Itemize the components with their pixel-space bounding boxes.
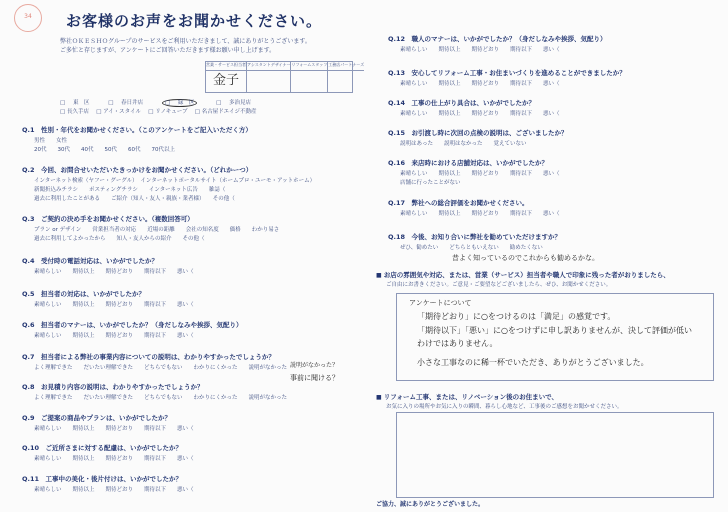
staff-table <box>205 61 365 93</box>
answer-options[interactable]: 素晴らしい 期待以上 期待どおり 期待以下 悪い（ <box>400 47 560 53</box>
question-title: Q.18 今後、お知り合いに弊社を勧めていただけますか？ <box>388 233 562 241</box>
comment-prompt-1: ■ お店の雰囲気や対応、または、営業（サービス）担当者や職人で印象に残った者がおりましたら、 <box>376 270 670 279</box>
question-title: Q.8 お見積り内容の説明は、わかりやすかったでしょうか？ <box>22 383 204 391</box>
answer-options[interactable]: 素晴らしい 期待以上 期待どおり 期待以下 悪い（ <box>400 111 560 117</box>
answer-options[interactable]: インターネット検索（ヤフー・グーグル） インターネットポータルサイト（ホームプロ・ユーモ・アットホーム） <box>34 178 316 184</box>
question-title: Q.7 担当者による弊社の事業内容についての説明は、わかりやすかったでしょうか？ <box>22 353 275 361</box>
answer-options[interactable]: 男性 女性 <box>34 138 68 144</box>
question-title: Q.5 担当者の対応は、いかがでしたか？ <box>22 290 146 298</box>
area-option[interactable]: □ 多治見店 <box>216 100 252 106</box>
answer-options[interactable]: 新聞折込みチラシ ポスティングチラシ インターネット広告 雑誌（ <box>34 187 226 193</box>
page-title: お客様のお声をお聞かせください。 <box>66 12 323 30</box>
area-option[interactable]: □ 長久手店 <box>60 109 89 115</box>
answer-options[interactable]: 素晴らしい 期待以上 期待どおり 期待以下 悪い（ <box>34 333 194 339</box>
comment-line: 小さな工事なのに稀一杯でいただき、ありがとうございました。 <box>417 358 649 367</box>
staff-header: アシスタントデザイナー <box>247 62 291 71</box>
answer-options[interactable]: 20代 30代 40代 50代 60代 70代以上 <box>34 147 175 153</box>
comment-prompt-2b: お気に入りの場所やお気に入りの瞬間、暮らし心地など、工事後のご感想をお聞かせください。 <box>386 404 623 410</box>
stamp-mark: 34 <box>14 4 42 32</box>
question-title: Q.15 お引渡し時に次回の点検の説明は、ございましたか？ <box>388 129 568 137</box>
area-row-1 <box>60 98 251 106</box>
comment-box-2[interactable] <box>396 412 714 498</box>
question-title: Q.16 来店時における店舗対応は、いかがでしたか？ <box>388 159 549 167</box>
intro-line-2: ご多忙と存じますが、アンケートにご回答いただきます様お願い申し上げます。 <box>60 47 276 54</box>
answer-options[interactable]: プラン or デザイン 営業担当者の対応 近場の距離 会社の知名度 価格 わかり易さ <box>34 227 280 233</box>
comment-line: アンケートについて <box>409 299 472 307</box>
area-option-selected[interactable]: □ 緑 区 <box>162 99 197 107</box>
area-option[interactable]: □ 春日井店 <box>108 100 144 106</box>
question-title: Q.3 ご契約の決め手をお聞かせください。（複数回答可） <box>22 215 194 223</box>
answer-options[interactable]: 店舗に行ったことがない <box>400 180 461 186</box>
comment-line: 「期待以下」「悪い」に○をつけずに申し訳ありませんが、決して評価が低い <box>417 326 692 335</box>
answer-options[interactable]: よく理解できた だいたい理解できた どちらでもない わかりにくかった 説明がなかった <box>34 395 287 401</box>
comment-line: 「期待どおり」に○をつけるのは「満足」の感覚です。 <box>417 312 616 321</box>
staff-header: 営業・サービス担当者 <box>206 62 247 71</box>
question-title: Q.17 弊社への総合評価をお聞かせください。 <box>388 199 529 207</box>
question-title: Q.13 安心してリフォーム工事・お住まいづくりを進めることができましたか？ <box>388 69 626 77</box>
staff-header: リフォームスタッフ <box>291 62 328 71</box>
answer-options[interactable]: ぜひ、勧めたい どちらともいえない 勧めたくない <box>400 245 543 251</box>
area-option[interactable]: □ リノキューブ <box>148 109 188 115</box>
intro-line-1: 弊社ＯＫＥＳＨＯグループのサービスをご利用いただきまして、誠にありがとうございます。 <box>60 38 311 45</box>
answer-options[interactable]: 素晴らしい 期待以上 期待どおり 期待以下 悪い（ <box>400 81 560 87</box>
staff-name-handwritten: 金子 <box>206 71 247 92</box>
answer-options[interactable]: 素晴らしい 期待以上 期待どおり 期待以下 悪い（ <box>34 456 194 462</box>
area-row-2 <box>60 107 257 115</box>
question-title: Q.2 今回、お問合せいただいたきっかけをお聞かせください。（どれかーつ） <box>22 166 253 174</box>
area-option[interactable]: □ アイ・スタイル <box>96 109 142 115</box>
footer-thanks: ご協力、誠にありがとうございました。 <box>376 501 485 508</box>
answer-options[interactable]: 素晴らしい 期待以上 期待どおり 期待以下 悪い（ <box>400 171 560 177</box>
answer-options[interactable]: 説明はあった 説明はなかった 覚えていない <box>400 141 527 147</box>
answer-options[interactable]: 過去に利用したことがある ご紹介（知人・友人・親族・業者様） その他（ <box>34 196 235 202</box>
question-title: Q.12 職人のマナーは、いかがでしたか？（身だしなみや挨拶、気配り） <box>388 35 607 43</box>
answer-options[interactable]: 素晴らしい 期待以上 期待どおり 期待以下 悪い（ <box>34 302 194 308</box>
q18-handwritten-note: 昔よく知っているのでこれからも勧めるかな。 <box>452 254 599 262</box>
q7-handwritten-note: 説明がなかった？ <box>290 362 339 369</box>
question-title: Q.1 性別・年代をお聞かせください。（このアンケートをご記入いただく方） <box>22 126 252 134</box>
answer-options[interactable]: 素晴らしい 期待以上 期待どおり 期待以下 悪い（ <box>34 269 194 275</box>
question-title: Q.11 工事中の美化・後片付けは、いかがでしたか？ <box>22 475 183 483</box>
answer-options[interactable]: 素晴らしい 期待以上 期待どおり 期待以下 悪い（ <box>400 211 560 217</box>
area-option[interactable]: □ 東 区 <box>60 100 90 106</box>
area-option[interactable]: □ 名古屋ドエイジ不動産 <box>194 109 257 115</box>
answer-options[interactable]: 過去に利用してよかったから 知人・友人からの紹介 その他（ <box>34 236 205 242</box>
question-title: Q.4 受付時の電話対応は、いかがでしたか？ <box>22 257 159 265</box>
comment-line: わけではありません。 <box>417 339 498 348</box>
staff-header: 工務店パートナーズ <box>328 62 364 71</box>
comment-prompt-2: ■ リフォーム工事、または、リノベーション後のお住まいで、 <box>376 392 558 401</box>
comment-prompt-1b: ご自由にお書きください。ご意見・ご要望などございましたら、ぜひ、お聞かせください。 <box>386 282 612 288</box>
question-title: Q.9 ご提案の商品やプランは、いかがでしたか？ <box>22 414 172 422</box>
q8-handwritten-note: 事前に聞ける？ <box>290 374 339 382</box>
comment-box-1[interactable] <box>396 293 714 381</box>
question-title: Q.10 ご近所さまに対する配慮は、いかがでしたか？ <box>22 444 183 452</box>
question-title: Q.6 担当者のマナーは、いかがでしたか？（身だしなみや挨拶、気配り） <box>22 321 243 329</box>
answer-options[interactable]: 素晴らしい 期待以上 期待どおり 期待以下 悪い（ <box>34 487 194 493</box>
answer-options[interactable]: 素晴らしい 期待以上 期待どおり 期待以下 悪い（ <box>34 426 194 432</box>
question-title: Q.14 工事の仕上がり具合は、いかがでしたか？ <box>388 99 536 107</box>
answer-options[interactable]: よく理解できた だいたい理解できた どちらでもない わかりにくかった 説明がなかった <box>34 365 287 371</box>
